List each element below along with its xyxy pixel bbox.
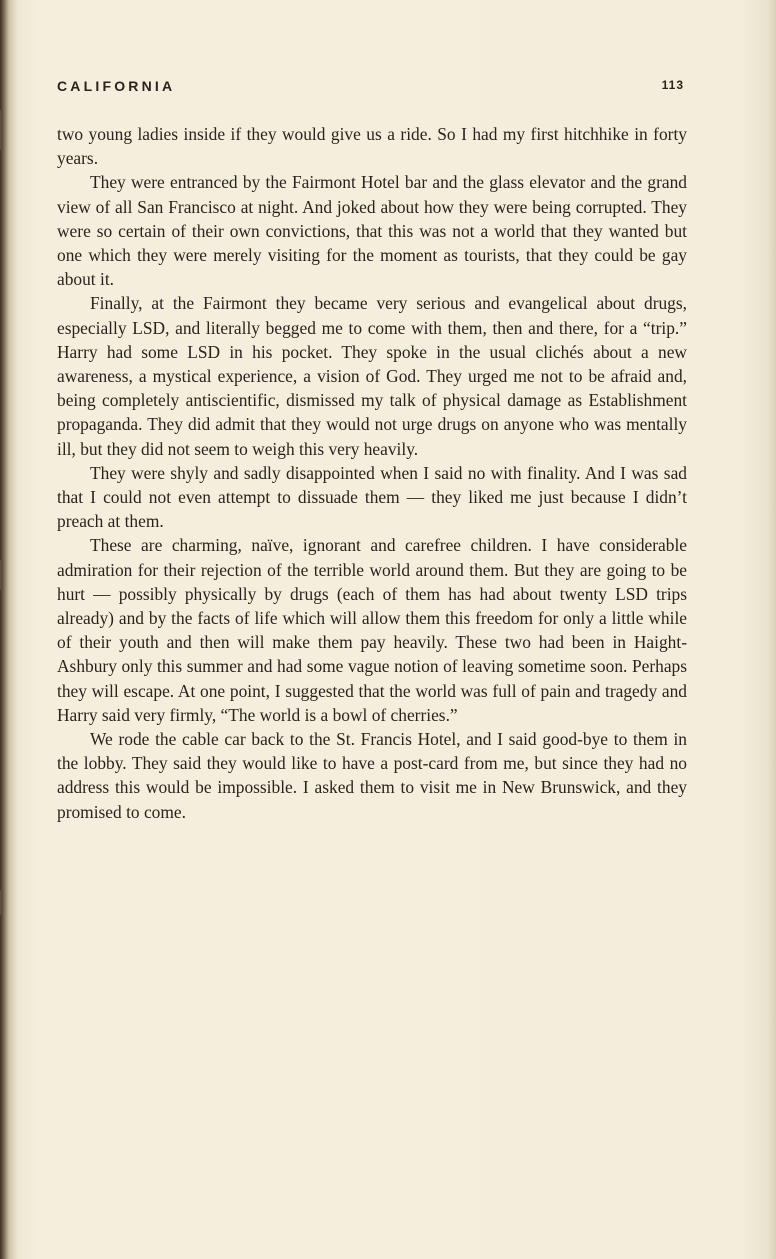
paragraph: They were entranced by the Fairmont Hotel bar and the glass elevator and the grand view of all San Francisco at night. And joked about how they were being corrupted. They were so certain of their own convictions, that this was not a world that they wanted but one which they were merely visiting for the moment as tourists, that they could be gay about it.: [57, 172, 687, 290]
paragraph: Finally, at the Fairmont they became very serious and evangelical about drugs, especially LSD, and literally begged me to come with them, then and there, for a “trip.” Harry had some LSD in his pocket. They spoke in the usual clichés about a new awareness, a mystical experience, a vision of God. They urged me not to be afraid and, being completely antiscientific, dismissed my talk of physical damage as Establishment propaganda. They did admit that they would not urge drugs on anyone who was mentally ill, but they did not seem to weigh this very heavily.: [57, 293, 687, 459]
section-title: CALIFORNIA: [57, 78, 176, 94]
paragraph: two young ladies inside if they would give us a ride. So I had my first hitchhike in forty years.: [57, 124, 687, 169]
running-head: [57, 78, 684, 98]
binding-shadow: [0, 560, 3, 590]
body-text: [57, 122, 687, 824]
paragraph: These are charming, naïve, ignorant and carefree children. I have considerable admiration for their rejection of the terrible world around them. But they are going to be hurt — possibly physically by drugs (each of them has had about twenty LSD trips already) and by the facts of life which will allow them this freedom for only a little while of their youth and then will make them pay heavily. These two had been in Haight-Ashbury only this summer and had some vague notion of leaving sometime soon. Perhaps they will escape. At one point, I suggested that the world was full of pain and tragedy and Harry said very firmly, “The world is a bowl of cherries.”: [57, 535, 687, 725]
page-number: 113: [661, 78, 684, 92]
paragraph: They were shyly and sadly disappointed when I said no with finality. And I was sad that I could not even attempt to dissuade them — they liked me just because I didn’t preach at them.: [57, 462, 687, 532]
binding-shadow: [0, 110, 3, 150]
binding-shadow: [0, 890, 3, 915]
paragraph: We rode the cable car back to the St. Francis Hotel, and I said good-bye to them in the lobby. They said they would like to have a post-card from me, but since they had no address this would be impossible. I asked them to visit me in New Brunswick, and they promised to come.: [57, 729, 687, 822]
